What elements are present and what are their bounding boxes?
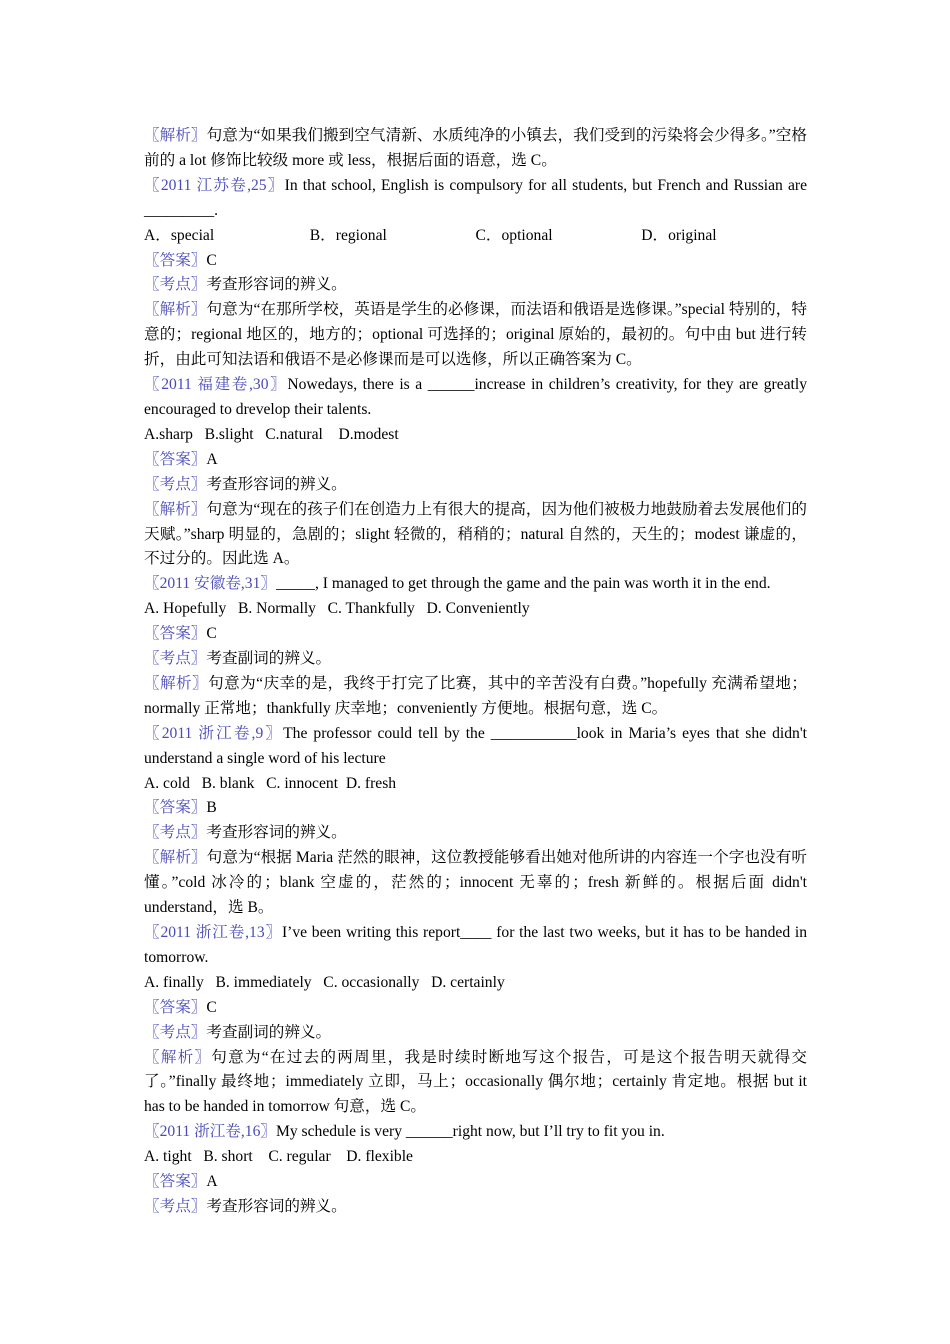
point-text: 考查副词的辨义。 <box>206 650 332 668</box>
point-line <box>144 473 807 498</box>
options-grid <box>144 224 807 249</box>
option-b: B．regional <box>309 226 387 244</box>
options-line: A. finally B. immediately C. occasionally D. certainly <box>144 973 505 991</box>
answer-tag: 〖答案〗 <box>144 1173 207 1191</box>
answer-line <box>144 448 807 473</box>
answer-line <box>144 249 807 274</box>
option-d: D．original <box>641 226 717 244</box>
answer-text: C <box>206 251 217 269</box>
point-tag: 〖考点〗 <box>144 824 207 842</box>
analysis-text: 句意为“在那所学校，英语是学生的必修课，而法语和俄语是选修课。”special 特别的，特意的；regional 地区的，地方的；optional 可选择的；original 原始的，最初的。句中由 but 进行转折，由此可知法语和俄语不是必修课而是可以选修，所以正确答案为 C。 <box>144 301 807 369</box>
option-a: A．special <box>144 226 215 244</box>
point-tag: 〖考点〗 <box>144 1197 207 1215</box>
question-line <box>144 174 807 224</box>
answer-text: A <box>206 1173 218 1191</box>
analysis-line <box>144 672 807 722</box>
point-line <box>144 1195 807 1220</box>
answer-text: B <box>206 799 217 817</box>
point-line <box>144 273 807 298</box>
analysis-tag: 〖解析〗 <box>144 1048 212 1066</box>
analysis-line <box>144 298 807 373</box>
analysis-tag: 〖解析〗 <box>144 674 209 692</box>
answer-line <box>144 1170 807 1195</box>
answer-line <box>144 622 807 647</box>
analysis-text: 句意为“如果我们搬到空气清新、水质纯净的小镇去，我们受到的污染将会少得多。”空格前的 a lot 修饰比较级 more 或 less，根据后面的语意，选 C。 <box>144 127 807 169</box>
point-text: 考查形容词的辨义。 <box>206 824 347 842</box>
analysis-text: 句意为“现在的孩子们在创造力上有很大的提高，因为他们被极力地鼓励着去发展他们的天赋。”sharp 明显的，急剧的；slight 轻微的，稍稍的；natural 自然的，天生的；modest 谦虚的，不过分的。因此选 A。 <box>144 500 807 568</box>
question-text: My schedule is very ______right now, but I’ll try to fit you in. <box>275 1123 665 1141</box>
question-tag: 〖2011 江苏卷,25〗 <box>144 176 285 194</box>
question-text: In that school, English is compulsory for all students, but French and Russian are _________. <box>144 176 808 219</box>
options-line: A. Hopefully B. Normally C. Thankfully D. Conveniently <box>144 600 530 618</box>
analysis-tag: 〖解析〗 <box>144 500 207 518</box>
point-tag: 〖考点〗 <box>144 650 207 668</box>
analysis-tag: 〖解析〗 <box>144 301 207 319</box>
question-line <box>144 722 807 772</box>
question-line <box>144 1120 807 1145</box>
point-text: 考查形容词的辨义。 <box>206 475 347 493</box>
answer-tag: 〖答案〗 <box>144 625 207 643</box>
answer-line <box>144 796 807 821</box>
point-tag: 〖考点〗 <box>144 276 207 294</box>
point-text: 考查副词的辨义。 <box>206 1023 332 1041</box>
answer-text: C <box>206 998 217 1016</box>
question-text: _____, I managed to get through the game and the pain was worth it in the end. <box>275 575 771 593</box>
answer-tag: 〖答案〗 <box>144 450 207 468</box>
analysis-line <box>144 498 807 573</box>
question-line <box>144 572 807 597</box>
point-text: 考查形容词的辨义。 <box>206 1197 347 1215</box>
point-line <box>144 1021 807 1046</box>
analysis-text: 句意为“庆幸的是，我终于打完了比赛，其中的辛苦没有白费。”hopefully 充满希望地；normally 正常地；thankfully 庆幸地；conveniently 方便地。根据句意，选 C。 <box>144 674 807 717</box>
answer-line <box>144 996 807 1021</box>
answer-tag: 〖答案〗 <box>144 251 207 269</box>
point-tag: 〖考点〗 <box>144 1023 207 1041</box>
question-tag: 〖2011 浙江卷,9〗 <box>144 724 284 742</box>
point-line <box>144 647 807 672</box>
options-line: A. cold B. blank C. innocent D. fresh <box>144 774 397 792</box>
question-text: Nowedays, there is a ______increase in children’s creativity, for they are greatly encouraged to drevelop their talents. <box>144 376 807 418</box>
analysis-text: 句意为“根据 Maria 茫然的眼神，这位教授能够看出她对他所讲的内容连一个字也没有听懂。”cold 冰冷的；blank 空虚的，茫然的；innocent 无辜的；fresh 新鲜的。根据后面 didn't understand，选 B。 <box>144 849 807 917</box>
question-line <box>144 921 807 971</box>
document-page <box>144 124 807 1220</box>
analysis-line <box>144 124 807 174</box>
answer-text: A <box>206 450 218 468</box>
answer-tag: 〖答案〗 <box>144 998 207 1016</box>
options-line: A.sharp B.slight C.natural D.modest <box>144 425 399 443</box>
analysis-tag: 〖解析〗 <box>144 127 207 144</box>
answer-tag: 〖答案〗 <box>144 799 207 817</box>
options-line: A. tight B. short C. regular D. flexible <box>144 1148 413 1166</box>
point-text: 考查形容词的辨义。 <box>206 276 347 294</box>
analysis-tag: 〖解析〗 <box>144 849 207 867</box>
analysis-text: 句意为“在过去的两周里，我是时续时断地写这个报告，可是这个报告明天就得交了。”finally 最终地；immediately 立即，马上；occasionally 偶尔地；certainly 肯定地。根据 but it has to be handed in tomorrow 句意，选 C。 <box>144 1048 807 1116</box>
option-c: C．optional <box>475 226 553 244</box>
point-line <box>144 821 807 846</box>
analysis-line <box>144 1046 807 1121</box>
question-tag: 〖2011 浙江卷,13〗 <box>144 924 282 941</box>
question-tag: 〖2011 浙江卷,16〗 <box>144 1123 276 1141</box>
question-text: I’ve been writing this report____ for the last two weeks, but it has to be handed in tomorrow. <box>144 924 807 966</box>
analysis-line <box>144 846 807 921</box>
point-tag: 〖考点〗 <box>144 475 207 493</box>
question-tag: 〖2011 安徽卷,31〗 <box>144 575 276 593</box>
answer-text: C <box>206 625 217 643</box>
question-line <box>144 373 807 423</box>
question-tag: 〖2011 福建卷,30〗 <box>144 376 288 394</box>
question-text: The professor could tell by the ___________look in Maria’s eyes that she didn't understand a single word of his lecture <box>144 724 807 767</box>
